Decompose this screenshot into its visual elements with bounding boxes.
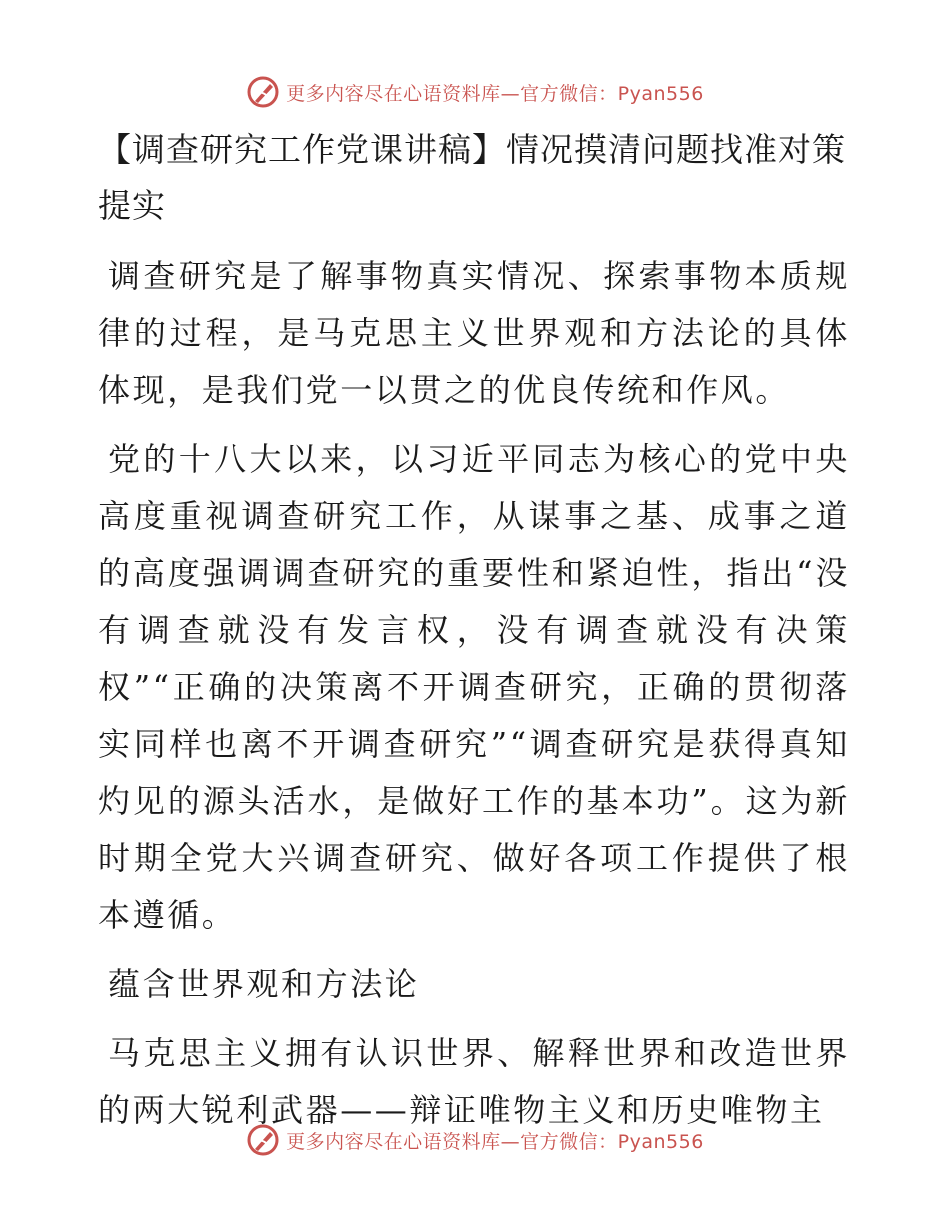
document-body bbox=[98, 122, 850, 1151]
section-heading: 蕴含世界观和方法论 bbox=[108, 965, 420, 1003]
document-title: 【调查研究工作党课讲稿】情况摸清问题找准对策提实 bbox=[98, 130, 846, 225]
watermark-text: 更多内容尽在心语资料库—官方微信：Pyan556 bbox=[286, 1130, 704, 1153]
quill-logo-icon bbox=[246, 75, 280, 109]
header-watermark bbox=[0, 72, 950, 112]
watermark-text: 更多内容尽在心语资料库—官方微信：Pyan556 bbox=[286, 82, 704, 105]
quill-logo-icon bbox=[246, 1123, 280, 1157]
footer-watermark bbox=[0, 1120, 950, 1160]
paragraph: 调查研究是了解事物真实情况、探索事物本质规律的过程，是马克思主义世界观和方法论的具体体现，是我们党一以贯之的优良传统和作风。 bbox=[98, 257, 850, 409]
section-paragraph: 马克思主义拥有认识世界、解释世界和改造世界的两大锐利武器——辩证唯物主义和历史唯物主 bbox=[98, 1034, 850, 1129]
paragraph: 党的十八大以来，以习近平同志为核心的党中央高度重视调查研究工作，从谋事之基、成事之道的高度强调调查研究的重要性和紧迫性，指出“没有调查就没有发言权，没有调查就没有决策权”“正确的决策离不开调查研究，正确的贯彻落实同样也离不开调查研究”“调查研究是获得真知灼见的源头活水，是做好工作的基本功”。这为新时期全党大兴调查研究、做好各项工作提供了根本遵循。 bbox=[98, 440, 850, 934]
